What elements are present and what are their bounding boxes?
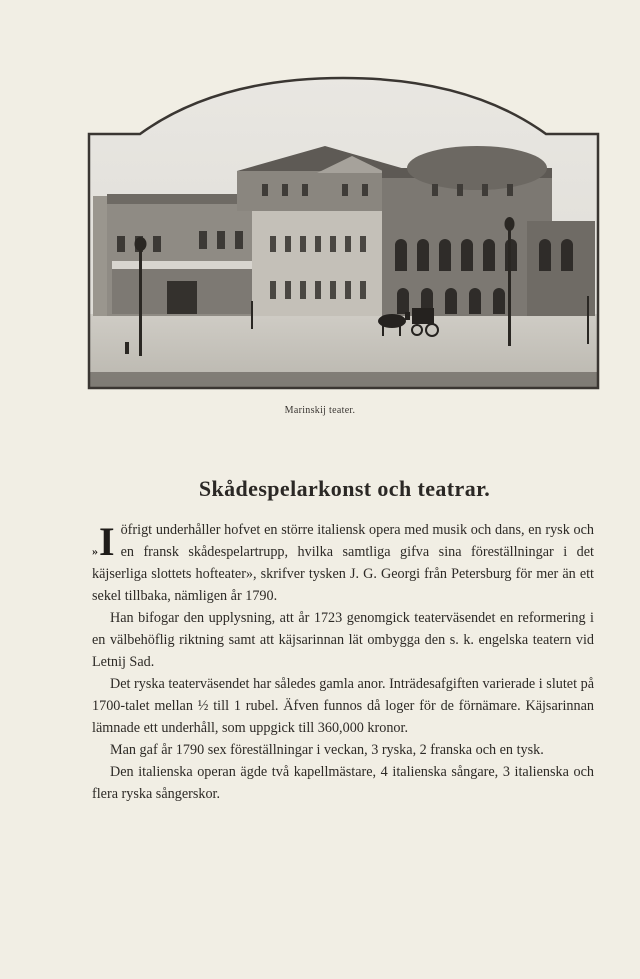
photo-caption: Marinskij teater. [284, 405, 356, 416]
drop-cap-letter: I [99, 519, 115, 564]
drop-cap [92, 519, 115, 564]
paragraph-2: Han bifogar den upplysning, att år 1723 genomgick teaterväsendet en reformering i en välbehöflig riktning samt att käjsarinnan lät ombygga den s. k. engelska teatern vid Letnij Sad. [92, 610, 594, 670]
section-heading: Skådespelarkonst och teatrar. [198, 476, 491, 501]
paragraph-4: Man gaf år 1790 sex föreställningar i veckan, 3 ryska, 2 franska och en tysk. [110, 742, 544, 758]
theater-photograph [87, 76, 600, 390]
opening-quote: » [92, 544, 98, 558]
paragraph-3: Det ryska teaterväsendet har således gamla anor. Inträdesafgiften varierade i slutet på 1700-talet mellan ½ till 1 rubel. Äfven funnos då loger för de förnämare. Käjsarinnan lämnade ett underhåll, som uppgick till 360,000 kronor. [92, 676, 594, 736]
paragraph-1 [92, 519, 594, 607]
paragraph-1-text: öfrigt underhåller hofvet en större italiensk opera med musik och dans, en rysk och en fransk skådespelartrupp, hvilka samtliga gifva sina föreställningar i det käjserliga slottets hofteater», skrifver tysken J. G. Georgi från Petersburg för mer än ett sekel tillbaka, nämligen år 1790. [92, 522, 594, 604]
paragraph-5: Den italienska operan ägde två kapellmästare, 4 italienska sångare, 3 italienska och flera ryska sångerskor. [92, 764, 594, 802]
body-text [92, 519, 594, 805]
